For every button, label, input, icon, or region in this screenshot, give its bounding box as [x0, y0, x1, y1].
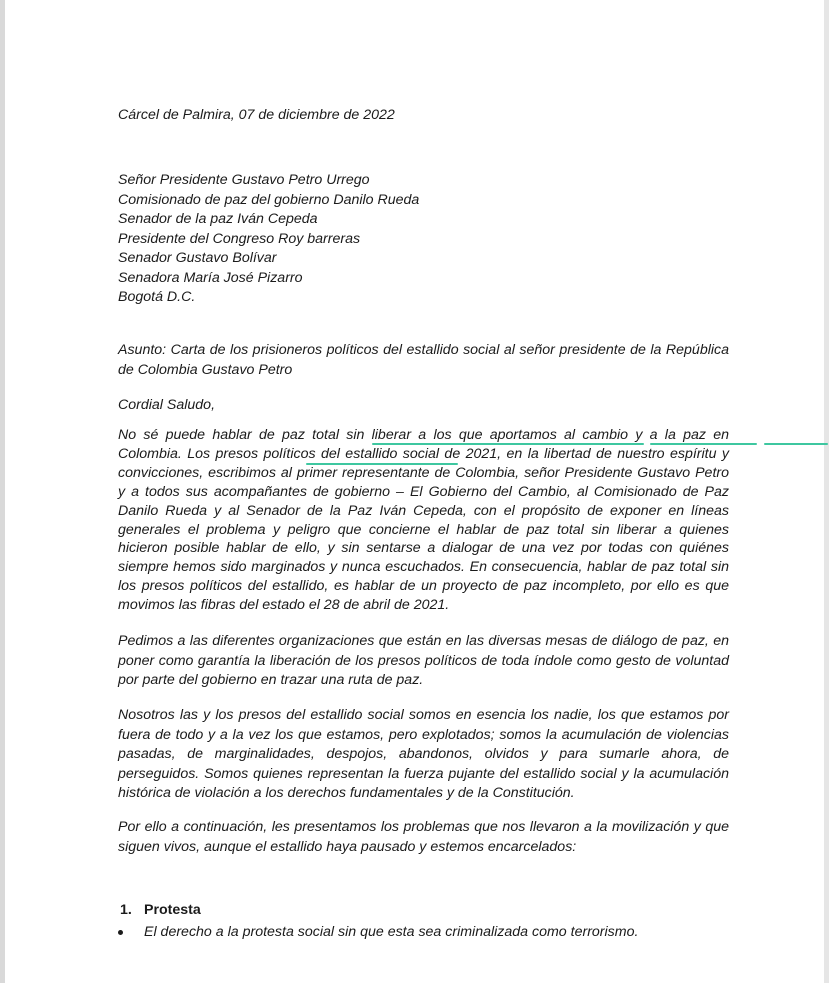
paragraph: No sé puede hablar de paz total sin liberar a los que aportamos al cambio y a la paz en Colombia. Los presos políticos del estallido social de 2021, en la libertad de nuestro espíritu y convicciones, escribimos al primer representante de Colombia, señor Presidente Gustavo Petro y a todos sus acompañantes de gobierno – El Gobierno del Cambio, al Comisionado de Paz Danilo Rueda y al Senador de la Paz Iván Cepeda, con el propósito de exponer en líneas generales el problema y peligro que concierne el hablar de paz total sin liberar a quienes hicieron posible hablar de ello, y sin sentarse a dialogar de una vez por todas con quiénes siempre hemos sido marginados y nunca escuchados. En consecuencia, hablar de paz total sin los presos políticos del estallido, es hablar de un proyecto de paz incompleto, por ello es que movimos las fibras del estado el 28 de abril de 2021.: [118, 427, 729, 614]
highlight-underline: [650, 443, 757, 445]
paragraph: Pedimos a las diferentes organizaciones que están en las diversas mesas de diálogo de paz, en poner como garantía la liberación de los presos políticos de toda índole como gesto de voluntad por parte del gobierno en trazar una ruta de paz.: [118, 633, 729, 688]
greeting: Cordial Saludo,: [118, 397, 216, 413]
paragraph: Nosotros las y los presos del estallido social somos en esencia los nadie, los que estamos por fuera de todo y a la vez los que estamos, pero explotados; somos la acumulación de violencias pasadas, de marginalidades, despojos, abandonos, olvidos y para sumarle ahora, de perseguidos. Somos quienes representan la fuerza pujante del estallido social y la acumulación histórica de violación a los derechos fundamentales y de la Constitución.: [118, 707, 729, 802]
addressee-line: Presidente del Congreso Roy barreras: [118, 230, 361, 247]
addressee-line: Senador Gustavo Bolívar: [118, 250, 277, 266]
addressee-line: Senador de la paz Iván Cepeda: [118, 211, 318, 227]
section-title: Protesta: [144, 902, 201, 918]
addressee-line: Senadora María José Pizarro: [118, 269, 303, 286]
paragraph: Por ello a continuación, les presentamos los problemas que nos llevaron a la movilización y que siguen vivos, aunque el estallido haya pausado y estemos encarcelados:: [118, 819, 729, 855]
place-date: Cárcel de Palmira, 07 de diciembre de 2022: [118, 107, 395, 123]
section-number: 1.: [120, 902, 132, 918]
addressee-line: Señor Presidente Gustavo Petro Urrego: [118, 172, 370, 188]
addressee-line: Bogotá D.C.: [118, 289, 196, 305]
section-heading: [120, 901, 201, 921]
list-item-text: El derecho a la protesta social sin que esta sea criminalizada como terrorismo.: [144, 924, 639, 940]
addressee-line: Comisionado de paz del gobierno Danilo Rueda: [118, 191, 420, 208]
page-shadow-left: [0, 0, 5, 983]
bullet-icon: [118, 930, 123, 935]
highlight-underline: [764, 443, 828, 445]
highlight-underline: [372, 443, 644, 445]
addressee-list: [118, 171, 729, 308]
subject-line: Asunto: Carta de los prisioneros políticos del estallido social al señor presidente de la República de Colombia Gustavo Petro: [118, 342, 729, 378]
page-shadow-right: [824, 0, 829, 983]
highlight-underline: [306, 463, 458, 465]
